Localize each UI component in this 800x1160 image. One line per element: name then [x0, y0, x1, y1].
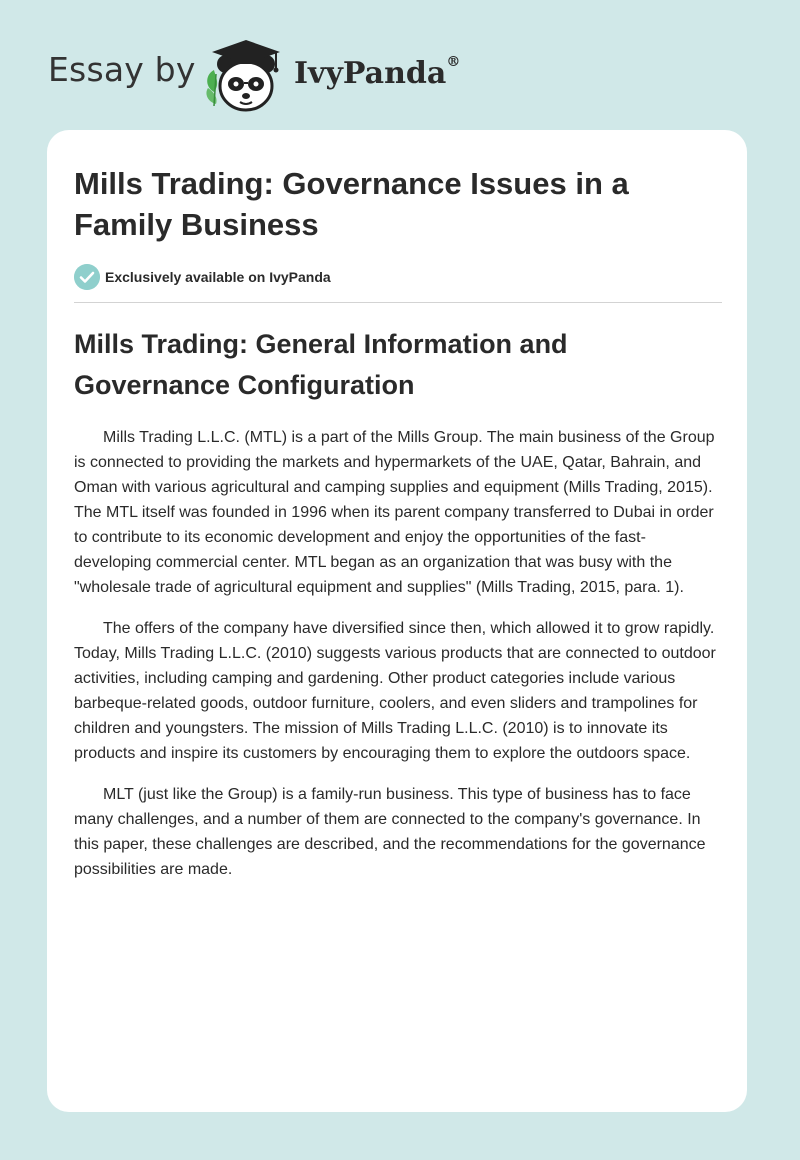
article-body — [74, 425, 722, 898]
site-header — [48, 30, 648, 110]
article-title: Mills Trading: Governance Issues in a Family Business — [74, 166, 629, 242]
brand-name-text: IvyPanda — [294, 56, 447, 91]
brand-name[interactable] — [294, 56, 460, 91]
article-card — [47, 130, 747, 1112]
section-heading: Mills Trading: General Information and Governance Configuration — [74, 329, 568, 400]
divider — [74, 302, 722, 303]
paragraph: The offers of the company have diversified since then, which allowed it to grow rapidly. Today, Mills Trading L.L.C. (2010) suggests various products that are connected to outdoor activities, including camping and gardening. Other product categories include various barbeque-related goods, outdoor furniture, coolers, and even sliders and trampolines for children and youngsters. The mission of Mills Trading L.L.C. (2010) is to innovate its products and inspire its customers by encouraging them to explore the outdoors space. — [74, 620, 716, 762]
paragraph: Mills Trading L.L.C. (MTL) is a part of the Mills Group. The main business of the Group is connected to providing the markets and hypermarkets of the UAE, Qatar, Bahrain, and Oman with various agricultural and camping supplies and equipment (Mills Trading, 2015). The MTL itself was founded in 1996 when its parent company transferred to Dubai in order to contribute to its economic development and enjoy the opportunities of the fast-developing commercial center. MTL began as an organization that was busy with the "wholesale trade of agricultural equipment and supplies" (Mills Trading, 2015, para. 1). — [74, 429, 715, 596]
panda-graduation-cap-icon[interactable] — [200, 34, 288, 114]
exclusive-badge — [74, 264, 474, 290]
registered-mark: ® — [446, 54, 461, 70]
check-circle-icon — [74, 264, 100, 290]
paragraph: MLT (just like the Group) is a family-run business. This type of business has to face many challenges, and a number of them are connected to the company's governance. In this paper, these challenges are described, and the recommendations for the governance possibilities are made. — [74, 786, 706, 878]
exclusive-label: Exclusively available on IvyPanda — [105, 269, 331, 285]
essay-by-label: Essay by — [48, 50, 196, 89]
